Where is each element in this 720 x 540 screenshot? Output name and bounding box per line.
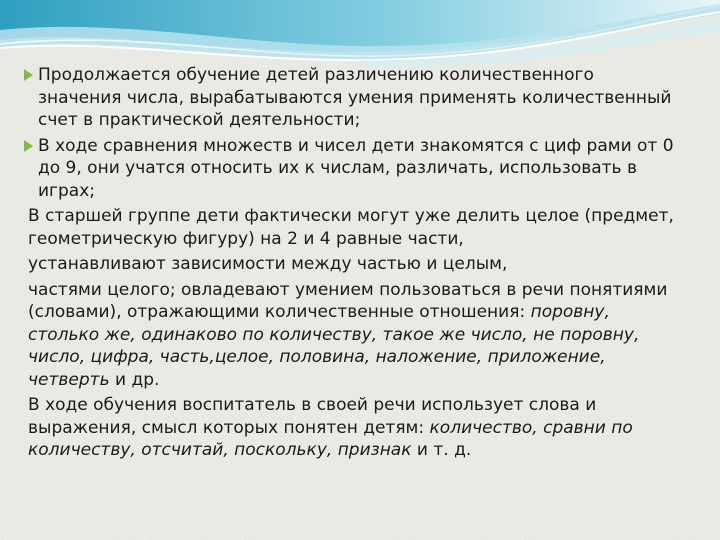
green-arrow-bullet-icon bbox=[24, 140, 33, 152]
paragraph-3-italic-terms: поровну, столько же, одинаково по количеству, такое же число, не поровну, число, цифра, часть,целое, половина, наложение, приложение, четверть bbox=[28, 302, 640, 390]
paragraph-2: устанавливают зависимости между частью и целым, bbox=[28, 254, 508, 274]
slide-content bbox=[22, 64, 682, 465]
bullet-text-1: Продолжается обучение детей различению количественного значения числа, вырабатываются умения применять количественный счет в практической деятельности; bbox=[38, 65, 672, 130]
green-arrow-bullet-icon bbox=[24, 69, 33, 81]
paragraph-4-italic-terms: количество, сравни по количеству, отсчитай, поскольку, признак bbox=[28, 417, 633, 460]
paragraph-3 bbox=[22, 279, 682, 392]
paragraph-4 bbox=[22, 394, 682, 462]
paragraph-1: В старшей группе дети фактически могут уже делить целое (предмет, геометрическую фигуру) на 2 и 4 равные части, bbox=[28, 206, 674, 249]
bullet-item-2 bbox=[22, 135, 682, 203]
paragraph-3-end: и др. bbox=[109, 369, 160, 390]
bullet-item-1 bbox=[22, 64, 682, 132]
paragraph-4-text: В ходе обучения воспитатель в своей речи использует слова и выражения, смысл которых понятен детям: bbox=[28, 395, 597, 438]
bullet-text-2: В ходе сравнения множеств и чисел дети знакомятся с циф рами от 0 до 9, они учатся относить их к числам, различать, использовать в играх; bbox=[38, 135, 674, 201]
paragraph-3-text: частями целого; овладевают умением пользоваться в речи понятиями (словами), отражающими количественные отношения: bbox=[28, 279, 668, 322]
paragraph-4-end: и т. д. bbox=[411, 440, 472, 460]
